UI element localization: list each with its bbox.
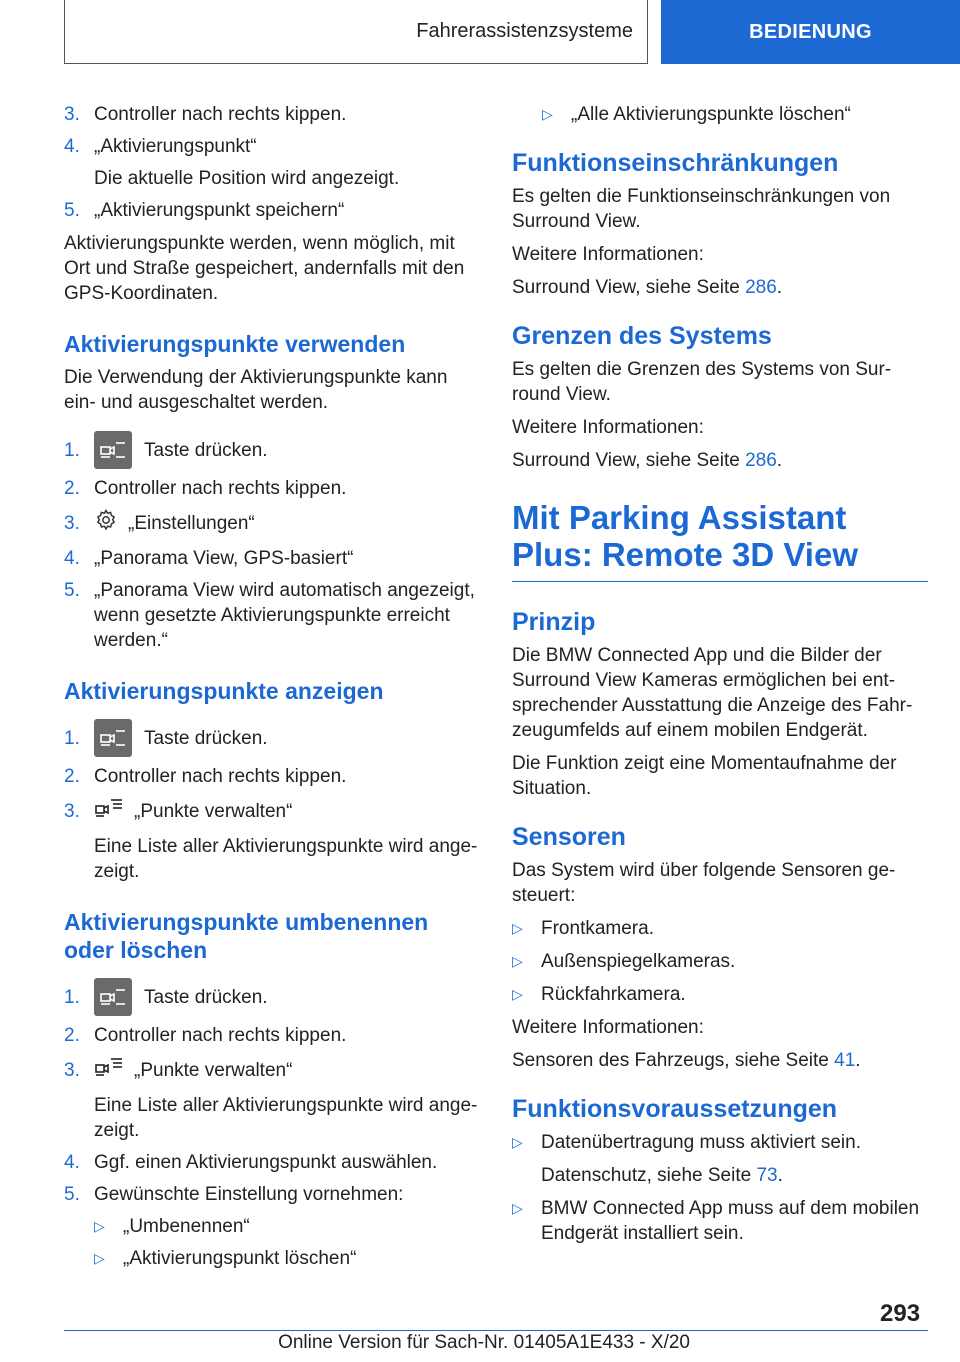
page-link[interactable]: 41 xyxy=(834,1050,856,1071)
heading-use: Aktivierungspunkte verwenden xyxy=(64,331,406,357)
section-tab xyxy=(661,0,960,64)
paragraph: Weitere Informationen: xyxy=(512,244,704,265)
paragraph: Es gelten die Funktionseinschränkungen von Surround View. xyxy=(512,186,891,232)
triangle-bullet-icon: ▷ xyxy=(512,986,523,1002)
triangle-bullet-icon: ▷ xyxy=(542,106,553,122)
list-item: 1. Taste drücken. xyxy=(64,431,480,469)
paragraph: Aktivierungspunkte werden, wenn möglich, mit Ort und Straße gespeichert, andernfalls mit den GPS-Koordinaten. xyxy=(64,233,465,304)
list-item: 5. „Panorama View wird automatisch angezeigt, wenn gesetzte Aktivierungspunkte erreicht werden.“ xyxy=(64,580,475,651)
list-item: 3. „Einstellungen“ xyxy=(64,508,480,539)
camera-button-icon xyxy=(94,978,132,1016)
page-reference: Sensoren des Fahrzeugs, siehe Seite 41. xyxy=(512,1050,861,1071)
camera-list-icon xyxy=(94,1055,124,1086)
heading-requirements: Funktionsvoraussetzungen xyxy=(512,1095,838,1123)
list-item: 1. Taste drücken. xyxy=(64,978,480,1016)
right-column xyxy=(512,102,928,1246)
camera-button-icon xyxy=(94,719,132,757)
list-item: 3. „Punkte verwalten“ xyxy=(64,796,480,827)
list-item: ▷ „Aktivierungspunkt löschen“ xyxy=(94,1248,357,1269)
list-item: 4. Ggf. einen Aktivierungspunkt auswählen. xyxy=(64,1152,438,1173)
triangle-bullet-icon: ▷ xyxy=(94,1218,105,1234)
triangle-bullet-icon: ▷ xyxy=(512,953,523,969)
camera-list-icon xyxy=(94,796,124,827)
list-item: 1. Taste drücken. xyxy=(64,719,480,757)
list-item: ▷ Rückfahrkamera. xyxy=(512,984,686,1005)
step-note: Die aktuelle Position wird angezeigt. xyxy=(94,168,400,189)
heading-limits: Funktionseinschränkungen xyxy=(512,149,839,177)
camera-button-icon xyxy=(94,431,132,469)
list-item: 3. Controller nach rechts kippen. xyxy=(64,104,347,125)
page-link[interactable]: 286 xyxy=(745,450,777,471)
heading-bounds: Grenzen des Systems xyxy=(512,322,772,350)
list-item: 5. „Aktivierungspunkt speichern“ xyxy=(64,200,345,221)
list-item: ▷ „Alle Aktivierungspunkte löschen“ xyxy=(542,104,851,125)
paragraph: Weitere Informationen: xyxy=(512,1017,704,1038)
page-reference: Surround View, siehe Seite 286. xyxy=(512,450,783,471)
list-item: ▷ Datenübertragung muss aktiviert sein. xyxy=(512,1132,861,1153)
list-item: 4. „Panorama View, GPS-basiert“ xyxy=(64,548,354,569)
section-title: BEDIENUNG xyxy=(749,20,872,43)
main-heading-block xyxy=(512,499,928,582)
list-item: 3. „Punkte verwalten“ xyxy=(64,1055,480,1086)
gear-icon xyxy=(94,508,118,539)
list-item: 2. Controller nach rechts kippen. xyxy=(64,766,347,787)
list-item: 2. Controller nach rechts kippen. xyxy=(64,1025,347,1046)
paragraph: Weitere Informationen: xyxy=(512,417,704,438)
paragraph: Die BMW Connected App und die Bilder der Surround View Kameras ermöglichen bei ent-sprechender Ausstattung die Anzeige des Fahr-zeugumfelds auf einem mobilen Endgerät. xyxy=(512,645,913,741)
list-item: ▷ BMW Connected App muss auf dem mobilen Endgerät installiert sein. xyxy=(512,1198,920,1244)
page-reference: Datenschutz, siehe Seite 73. xyxy=(541,1165,783,1186)
footer-divider xyxy=(64,1330,928,1331)
list-item: 2. Controller nach rechts kippen. xyxy=(64,478,347,499)
page-link[interactable]: 286 xyxy=(745,277,777,298)
triangle-bullet-icon: ▷ xyxy=(94,1250,105,1266)
list-item: ▷ Frontkamera. xyxy=(512,918,654,939)
page-number: 293 xyxy=(880,1300,921,1327)
footer-online-version: Online Version für Sach-Nr. 01405A1E433 - X/20 xyxy=(278,1332,690,1353)
left-column xyxy=(64,102,480,1271)
paragraph: Die Funktion zeigt eine Momentaufnahme der Situation. xyxy=(512,753,897,799)
paragraph: Es gelten die Grenzen des Systems von Sur-round View. xyxy=(512,359,892,405)
heading-rename: Aktivierungspunkte umbenennen oder löschen xyxy=(64,909,429,963)
list-item: 5. Gewünschte Einstellung vornehmen: xyxy=(64,1184,404,1205)
list-item: ▷ „Umbenennen“ xyxy=(94,1216,250,1237)
triangle-bullet-icon: ▷ xyxy=(512,1200,523,1216)
list-item: ▷ Außenspiegelkameras. xyxy=(512,951,736,972)
triangle-bullet-icon: ▷ xyxy=(512,1134,523,1150)
chapter-title: Fahrerassistenzsysteme xyxy=(416,20,633,42)
heading-sensors: Sensoren xyxy=(512,823,626,851)
chapter-tab xyxy=(64,0,648,64)
paragraph: Das System wird über folgende Sensoren ge-steuert: xyxy=(512,860,896,906)
triangle-bullet-icon: ▷ xyxy=(512,920,523,936)
main-heading: Mit Parking Assistant Plus: Remote 3D View xyxy=(512,499,859,573)
step-note: Eine Liste aller Aktivierungspunkte wird ange-zeigt. xyxy=(94,1095,478,1141)
paragraph: Die Verwendung der Aktivierungspunkte kann ein- und ausgeschaltet werden. xyxy=(64,367,448,413)
list-item: 4. „Aktivierungspunkt“ xyxy=(64,136,257,157)
heading-principle: Prinzip xyxy=(512,608,596,636)
page-reference: Surround View, siehe Seite 286. xyxy=(512,277,783,298)
step-note: Eine Liste aller Aktivierungspunkte wird ange-zeigt. xyxy=(94,836,478,882)
page-link[interactable]: 73 xyxy=(756,1165,778,1186)
heading-show: Aktivierungspunkte anzeigen xyxy=(64,678,384,704)
